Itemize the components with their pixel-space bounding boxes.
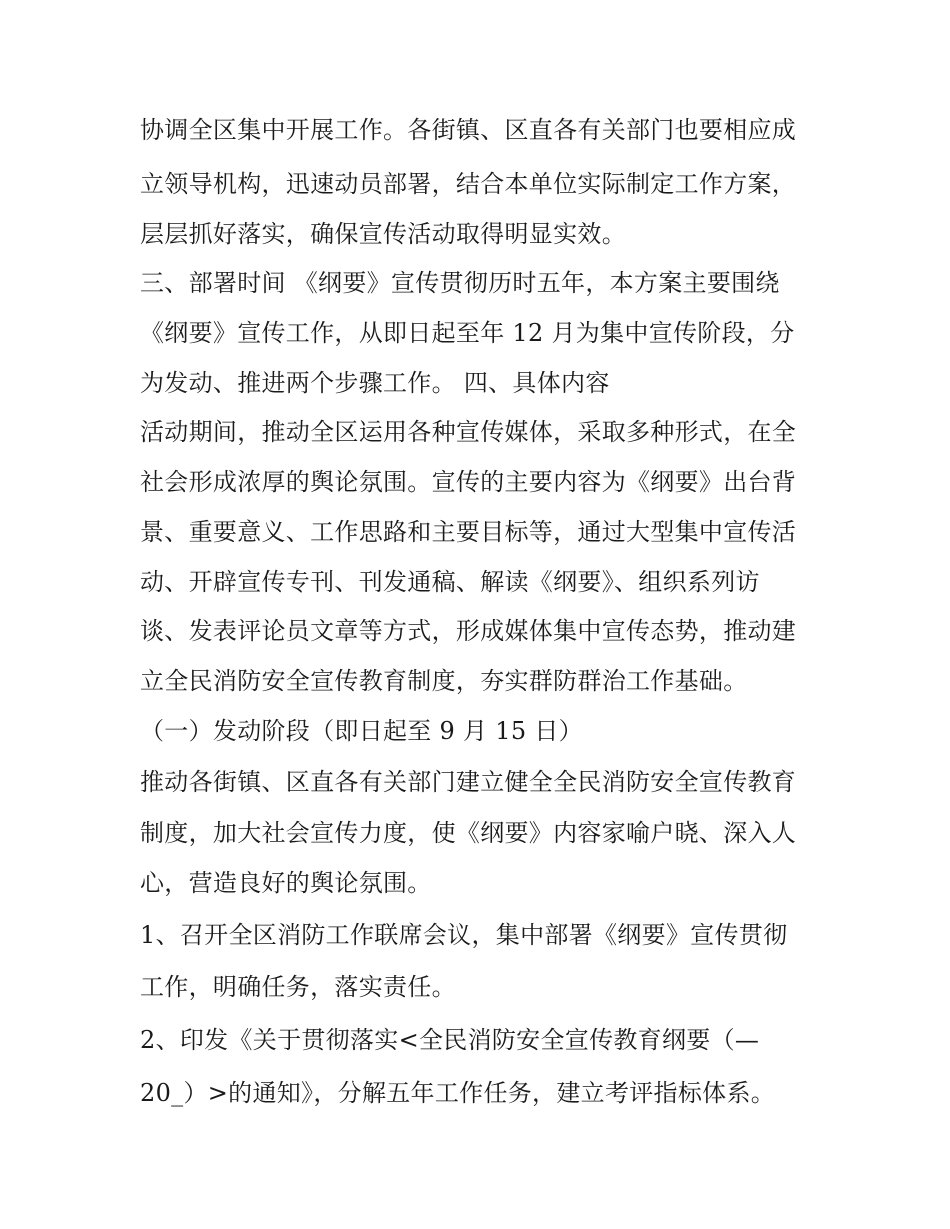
text-line-9: 景、重要意义、工作思路和主要目标等，通过大型集中宣传活 [140, 518, 797, 546]
text-line-3: 层层抓好落实，确保宣传活动取得明显实效。 [140, 220, 626, 248]
list-item-1-line-1: 1、召开全区消防工作联席会议，集中部署《纲要》宣传贯彻 [140, 921, 788, 949]
section-heading-phase-1: （一）发动阶段（即日起至 9 月 15 日） [140, 717, 583, 745]
text-line-14: 推动各街镇、区直各有关部门建立健全全民消防安全宣传教育 [140, 768, 797, 796]
list-item-2-line-2: 20_）>的通知》，分解五年工作任务，建立考评指标体系。 [140, 1079, 776, 1107]
text-line-16: 心，营造良好的舆论氛围。 [140, 869, 432, 897]
text-line-2: 立领导机构，迅速动员部署，结合本单位实际制定工作方案， [140, 170, 797, 198]
text-line-11: 谈、发表评论员文章等方式，形成媒体集中宣传态势，推动建 [140, 617, 797, 645]
text-line-12: 立全民消防安全宣传教育制度，夯实群防群治工作基础。 [140, 667, 748, 695]
text-line-1: 协调全区集中开展工作。各街镇、区直各有关部门也要相应成 [140, 116, 797, 144]
list-item-2-line-1: 2、印发《关于贯彻落实<全民消防安全宣传教育纲要（— [140, 1026, 760, 1054]
text-line-4: 三、部署时间 《纲要》宣传贯彻历时五年，本方案主要围绕 [140, 269, 780, 297]
text-line-15: 制度，加大社会宣传力度，使《纲要》内容家喻户晓、深入人 [140, 819, 797, 847]
text-line-7: 活动期间，推动全区运用各种宣传媒体，采取多种形式，在全 [140, 418, 797, 446]
text-line-10: 动、开辟宣传专刊、刊发通稿、解读《纲要》、组织系列访 [140, 568, 760, 596]
text-line-6: 为发动、推进两个步骤工作。 四、具体内容 [140, 369, 610, 397]
list-item-1-line-2: 工作，明确任务，落实责任。 [140, 973, 456, 1001]
text-line-8: 社会形成浓厚的舆论氛围。宣传的主要内容为《纲要》出台背 [140, 468, 797, 496]
text-line-5: 《纲要》宣传工作，从即日起至年 12 月为集中宣传阶段，分 [140, 319, 795, 347]
